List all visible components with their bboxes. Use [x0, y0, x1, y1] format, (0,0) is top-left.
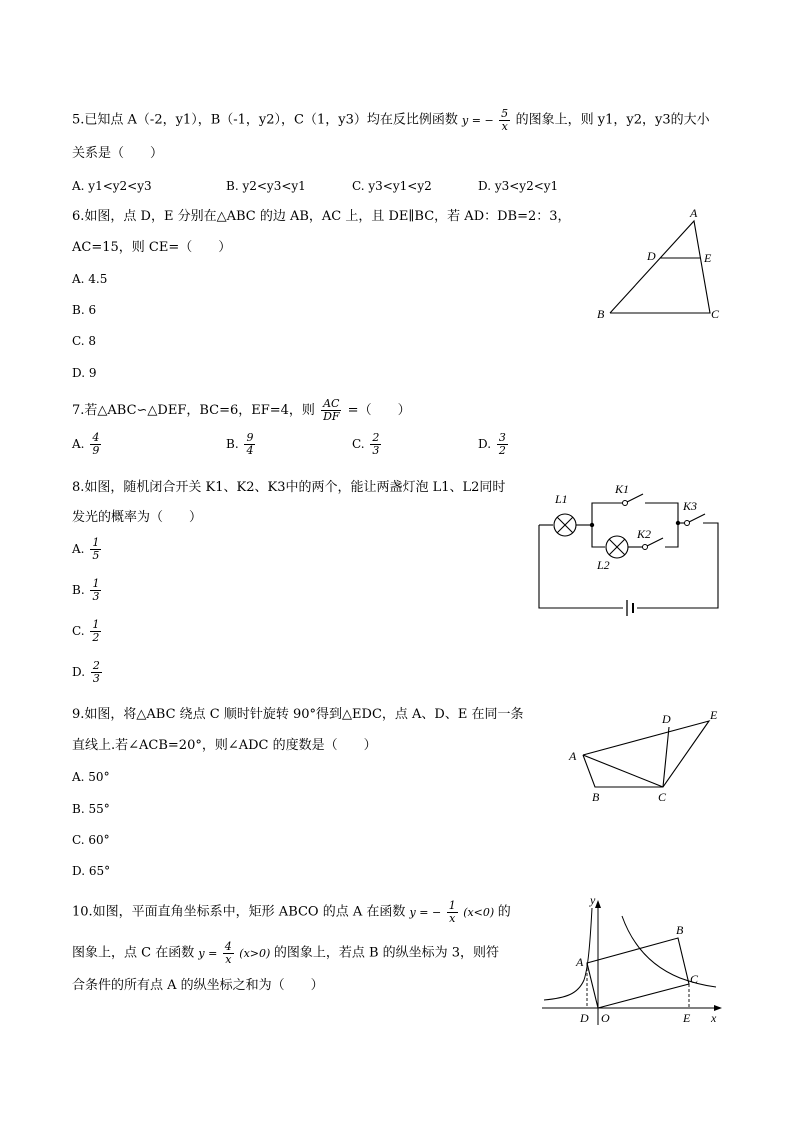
q7-c-num: 2	[372, 431, 380, 444]
label-a: A	[576, 955, 584, 969]
label-d: D	[580, 1011, 589, 1025]
q7-c-fraction	[370, 432, 381, 457]
q7-b-num: 9	[246, 431, 254, 444]
label-d: D	[662, 712, 671, 726]
lamp-l1-icon	[554, 514, 576, 536]
q10-fn1-fraction	[447, 900, 458, 925]
segment-ac	[583, 755, 663, 787]
q9-option-c[interactable]: C. 60°	[72, 833, 110, 847]
label-b: B	[597, 307, 605, 321]
q6-option-d[interactable]: D. 9	[72, 366, 97, 380]
q8-option-c[interactable]	[72, 619, 103, 644]
label-c: C	[690, 972, 699, 986]
label-k2: K2	[637, 527, 652, 541]
q5-option-b[interactable]: B. y2<y3<y1	[226, 179, 306, 193]
q8-d-num: 2	[92, 659, 100, 672]
q7-d-num: 3	[498, 431, 506, 444]
segment-dc	[663, 727, 669, 787]
label-e: E	[704, 251, 712, 265]
q8-d-fraction	[91, 660, 102, 685]
label-c: C	[711, 307, 720, 321]
q8-a-num: 1	[92, 536, 100, 549]
q10-text-c: 图象上，点 C 在函数	[72, 945, 195, 961]
q7-option-d[interactable]	[478, 432, 510, 457]
q7-d-den: 2	[498, 444, 506, 457]
q10-text-b: 的	[497, 904, 511, 920]
q5-option-c[interactable]: C. y3<y1<y2	[352, 179, 432, 193]
q10-function-2	[198, 940, 273, 966]
wire-upper-branch-right	[645, 503, 678, 523]
q5-fn-num: 5	[501, 107, 509, 120]
q8-option-a[interactable]	[72, 537, 103, 562]
q9-rotation-figure	[565, 705, 725, 814]
q8-option-b[interactable]	[72, 578, 103, 603]
q7-ratio-fraction	[321, 398, 341, 423]
curve-neg-reciprocal	[544, 908, 592, 1000]
q7-ratio-den: DF	[323, 410, 340, 423]
label-b: B	[676, 923, 684, 937]
q7-d-prefix: D.	[478, 437, 492, 451]
q10-text-d: 的图象上，若点 B 的纵坐标为 3，则符	[273, 945, 500, 961]
q5-fn-fraction	[499, 108, 510, 133]
q7-a-prefix: A.	[72, 437, 85, 451]
q8-line2: 发光的概率为（ ）	[72, 510, 203, 525]
q10-line2	[72, 941, 499, 966]
triangle-abc	[610, 221, 710, 313]
q8-b-prefix: B.	[72, 583, 85, 597]
label-e: E	[710, 708, 718, 722]
q10-fn2-prefix: y =	[198, 946, 218, 960]
q8-a-den: 5	[92, 549, 100, 562]
q8-line1: 8.如图，随机闭合开关 K1、K2、K3中的两个，能让两盏灯泡 L1、L2同时	[72, 480, 506, 495]
wire-bottom-left	[539, 525, 623, 608]
wire-lower-branch-right	[665, 523, 678, 547]
rectangle-abco	[587, 938, 689, 1008]
q7-a-fraction	[90, 432, 101, 457]
q5-function	[462, 107, 516, 133]
q9-line1: 9.如图，将△ABC 绕点 C 顺时针旋转 90°得到△EDC，点 A、D、E 在同一条	[72, 707, 524, 722]
q10-fn1-num: 1	[448, 899, 456, 912]
q8-a-fraction	[90, 537, 101, 562]
q7-a-num: 4	[92, 431, 100, 444]
q7-text-b: =（ ）	[347, 403, 411, 418]
q8-c-num: 1	[92, 618, 100, 631]
q6-line2: AC=15，则 CE=（ ）	[72, 240, 232, 255]
label-y: y	[590, 893, 596, 907]
q7-a-den: 9	[92, 444, 100, 457]
q7-option-a[interactable]	[72, 432, 103, 457]
q6-option-a[interactable]: A. 4.5	[72, 272, 108, 286]
q7-c-den: 3	[372, 444, 380, 457]
q7-option-c[interactable]	[352, 432, 383, 457]
label-a: A	[569, 749, 577, 763]
q8-option-d[interactable]	[72, 660, 104, 685]
q7-d-fraction	[497, 432, 508, 457]
label-l2: L2	[597, 558, 610, 572]
q10-function-1	[409, 899, 498, 925]
q7-b-den: 4	[246, 444, 254, 457]
q5-option-a[interactable]: A. y1<y2<y3	[72, 179, 152, 193]
switch-k3-icon	[685, 514, 706, 526]
q6-line1: 6.如图，点 D，E 分别在△ABC 的边 AB，AC 上，且 DE∥BC，若 AD：DB=2：3，	[72, 209, 571, 224]
q7-text-a: 7.若△ABC∽△DEF，BC=6，EF=4，则	[72, 403, 315, 418]
label-c: C	[658, 790, 667, 804]
q8-d-prefix: D.	[72, 665, 86, 679]
label-d: D	[647, 249, 656, 263]
wire-upper-branch	[592, 503, 623, 525]
q7-option-b[interactable]	[226, 432, 257, 457]
q8-c-fraction	[90, 619, 101, 644]
q10-fn2-cond: (x>0)	[239, 946, 271, 960]
q8-a-prefix: A.	[72, 542, 85, 556]
q7-b-prefix: B.	[226, 437, 239, 451]
q5-fn-den: x	[501, 120, 508, 133]
q8-b-fraction	[90, 578, 101, 603]
q5-fn-prefix: y = −	[462, 113, 494, 127]
label-e: E	[683, 1011, 691, 1025]
q10-fn2-den: x	[225, 953, 232, 966]
q5-line2: 关系是（ ）	[72, 146, 164, 161]
label-b: B	[592, 790, 600, 804]
q7-line	[72, 398, 411, 423]
label-k3: K3	[683, 499, 698, 513]
q8-b-num: 1	[92, 577, 100, 590]
q9-option-b[interactable]: B. 55°	[72, 802, 110, 816]
label-x: x	[711, 1011, 717, 1025]
q7-b-fraction	[244, 432, 255, 457]
label-a: A	[690, 206, 698, 220]
q9-option-d[interactable]: D. 65°	[72, 864, 111, 878]
q5-text-b: 的图象上，则 y1，y2，y3的大小	[515, 112, 710, 128]
q7-ratio-num: AC	[323, 397, 340, 410]
q10-fn1-prefix: y = −	[409, 905, 442, 919]
wire-lower-branch	[592, 525, 605, 547]
label-k1: K1	[615, 482, 630, 496]
q10-fn2-num: 4	[224, 940, 232, 953]
q8-circuit-figure	[535, 482, 725, 629]
q8-c-den: 2	[92, 631, 100, 644]
q9-line2: 直线上.若∠ACB=20°，则∠ADC 的度数是（ ）	[72, 738, 377, 753]
q5-text-a: 5.已知点 A（-2，y1），B（-1，y2），C（1，y3）均在反比例函数	[72, 112, 458, 128]
q5-option-d[interactable]: D. y3<y2<y1	[478, 179, 559, 193]
label-l1: L1	[555, 492, 568, 506]
label-o: O	[601, 1011, 610, 1025]
y-axis-arrow-icon	[595, 900, 601, 908]
q6-triangle-figure	[590, 205, 730, 329]
quadrilateral-outline	[583, 721, 709, 787]
curve-pos-reciprocal	[622, 916, 716, 987]
q10-coordinate-figure	[540, 890, 730, 1034]
q6-option-c[interactable]: C. 8	[72, 334, 97, 348]
q8-c-prefix: C.	[72, 624, 85, 638]
q9-option-a[interactable]: A. 50°	[72, 770, 110, 784]
q7-c-prefix: C.	[352, 437, 365, 451]
q6-option-b[interactable]: B. 6	[72, 303, 97, 317]
q10-line3: 合条件的所有点 A 的纵坐标之和为（ ）	[72, 978, 324, 993]
q10-fn2-fraction	[223, 941, 234, 966]
q8-b-den: 3	[92, 590, 100, 603]
q10-text-a: 10.如图，平面直角坐标系中，矩形 ABCO 的点 A 在函数	[72, 904, 406, 920]
q5-line1	[72, 108, 710, 133]
q10-fn1-cond: (x<0)	[463, 905, 495, 919]
q10-line1	[72, 900, 511, 925]
lamp-l2-icon	[606, 536, 628, 558]
q10-fn1-den: x	[449, 912, 456, 925]
q8-d-den: 3	[92, 672, 100, 685]
